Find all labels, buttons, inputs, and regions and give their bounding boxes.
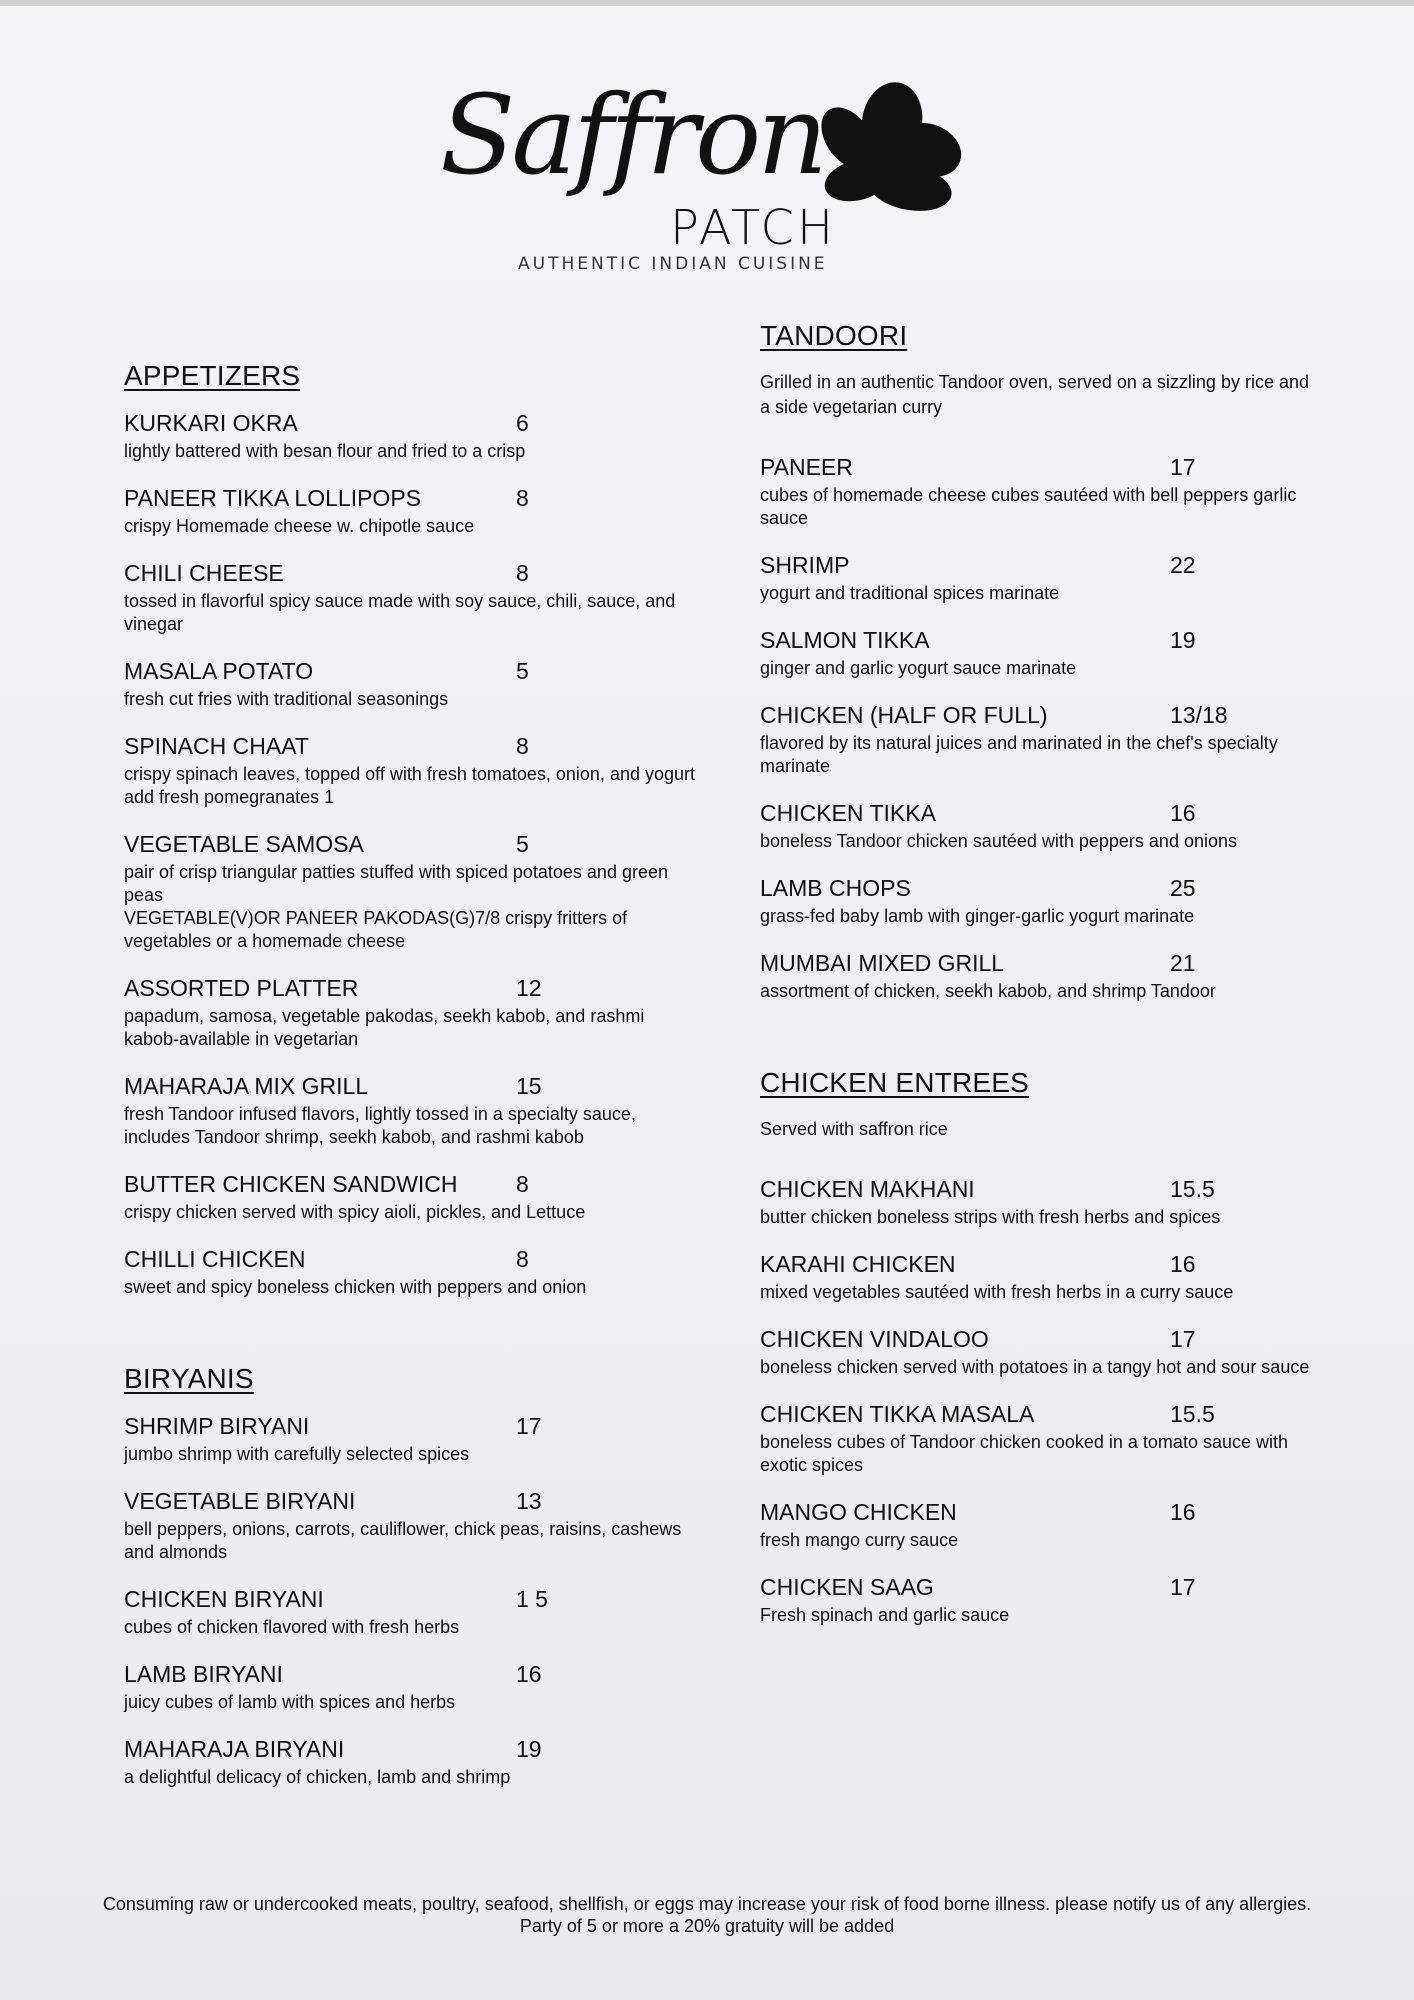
menu-item-price: 17 (1170, 1326, 1196, 1352)
menu-item-name: MASALA POTATO (124, 658, 314, 684)
menu-item-description: jumbo shrimp with carefully selected spices (124, 1444, 470, 1464)
menu-item-price: 5 (516, 831, 529, 857)
menu-item (760, 800, 1320, 853)
right-column (760, 320, 1320, 1649)
menu-item-description: crispy Homemade cheese w. chipotle sauce (124, 516, 475, 536)
menu-item-name: LAMB BIRYANI (124, 1661, 283, 1687)
menu-item-header (760, 800, 1320, 830)
menu-item-header (760, 1251, 1320, 1281)
menu-item-price: 13 (516, 1488, 542, 1514)
menu-item-name: PANEER TIKKA LOLLIPOPS (124, 485, 422, 511)
menu-item-description: sweet and spicy boneless chicken with peppers and onion (124, 1277, 587, 1297)
menu-item (124, 1073, 704, 1149)
menu-item-price: 5 (516, 658, 529, 684)
left-column (124, 360, 704, 1811)
menu-item-header (760, 1574, 1320, 1604)
menu-item-description: fresh Tandoor infused flavors, lightly tossed in a specialty sauce, includes Tandoor shrimp, seekh kabob, and rashmi kabob (124, 1104, 636, 1147)
section-subtitle-chicken-entrees: Served with saffron rice (760, 1119, 948, 1139)
footer-allergy-warning: Consuming raw or undercooked meats, poultry, seafood, shellfish, or eggs may increase your risk of food borne illness. please notify us of any allergies. (102, 1894, 1312, 1914)
footer-gratuity-note: Party of 5 or more a 20% gratuity will be added (519, 1916, 895, 1936)
menu-item-description: boneless Tandoor chicken sautéed with peppers and onions (760, 831, 1237, 851)
menu-item-price: 25 (1170, 875, 1196, 901)
menu-item-price: 21 (1170, 950, 1196, 976)
menu-item (760, 1176, 1320, 1229)
menu-item-header (124, 410, 704, 440)
menu-item-name: CHICKEN BIRYANI (124, 1586, 324, 1612)
menu-item (760, 1251, 1320, 1304)
menu-item-header (760, 702, 1320, 732)
section-subtitle-tandoori: Grilled in an authentic Tandoor oven, served on a sizzling by rice and a side vegetarian curry (760, 372, 1309, 417)
tandoori-list (760, 454, 1320, 1003)
menu-item (760, 1326, 1320, 1379)
section-title-chicken-entrees: CHICKEN ENTREES (760, 1067, 1030, 1098)
menu-item-description: cubes of homemade cheese cubes sautéed with bell peppers garlic sauce (760, 485, 1297, 528)
menu-item-price: 17 (1170, 1574, 1196, 1600)
menu-item-name: PANEER (760, 454, 853, 480)
menu-item-header (124, 831, 704, 861)
menu-item-name: MAHARAJA BIRYANI (124, 1736, 345, 1762)
menu-item (124, 1413, 704, 1466)
menu-item-price: 1 5 (516, 1586, 548, 1612)
menu-item-description: flavored by its natural juices and marinated in the chef's specialty marinate (760, 733, 1278, 776)
menu-item-price: 22 (1170, 552, 1196, 578)
menu-item-price: 8 (516, 1246, 529, 1272)
menu-item (760, 1401, 1320, 1477)
menu-item (124, 975, 704, 1051)
menu-item-description: bell peppers, onions, carrots, cauliflower, chick peas, raisins, cashews and almonds (124, 1519, 682, 1562)
footer-notice (0, 1893, 1414, 1937)
menu-item-name: CHICKEN VINDALOO (760, 1326, 989, 1352)
menu-item-name: CHICKEN (HALF OR FULL) (760, 702, 1048, 728)
section-title-tandoori: TANDOORI (760, 320, 908, 351)
menu-item-description: papadum, samosa, vegetable pakodas, seekh kabob, and rashmi kabob-available in vegetarian (124, 1006, 645, 1049)
saffron-flower-icon (800, 80, 970, 220)
menu-item-name: BUTTER CHICKEN SANDWICH (124, 1171, 458, 1197)
menu-item-header (760, 627, 1320, 657)
menu-item-price: 16 (1170, 1251, 1196, 1277)
menu-item (760, 454, 1320, 530)
menu-item-description: mixed vegetables sautéed with fresh herbs in a curry sauce (760, 1282, 1234, 1302)
paper-edge (0, 0, 1414, 6)
menu-item-header (760, 454, 1320, 484)
menu-item-price: 16 (516, 1661, 542, 1687)
menu-item (760, 702, 1320, 778)
menu-item-name: CHICKEN MAKHANI (760, 1176, 975, 1202)
menu-item-description: fresh mango curry sauce (760, 1530, 959, 1550)
menu-item-header (124, 485, 704, 515)
menu-item-description: crispy chicken served with spicy aioli, pickles, and Lettuce (124, 1202, 586, 1222)
section-title-biryanis: BIRYANIS (124, 1363, 254, 1394)
menu-item (124, 1736, 704, 1789)
menu-item-price: 16 (1170, 800, 1196, 826)
menu-item-description: cubes of chicken flavored with fresh herbs (124, 1617, 460, 1637)
menu-item-description: tossed in flavorful spicy sauce made with soy sauce, chili, sauce, and vinegar (124, 591, 676, 634)
menu-item-header (760, 1401, 1320, 1431)
menu-item-description: butter chicken boneless strips with fresh herbs and spices (760, 1207, 1221, 1227)
menu-item (124, 733, 704, 809)
menu-item-extra: add fresh pomegranates 1 (124, 787, 335, 807)
biryanis-list (124, 1413, 704, 1789)
menu-item-name: MUMBAI MIXED GRILL (760, 950, 1005, 976)
menu-item-description: ginger and garlic yogurt sauce marinate (760, 658, 1077, 678)
menu-item-price: 8 (516, 733, 529, 759)
menu-item-header (760, 552, 1320, 582)
menu-item-description: grass-fed baby lamb with ginger-garlic yogurt marinate (760, 906, 1195, 926)
menu-item-header (760, 1176, 1320, 1206)
menu-item-price: 17 (516, 1413, 542, 1439)
menu-item-name: LAMB CHOPS (760, 875, 911, 901)
menu-item-header (124, 1488, 704, 1518)
menu-item-header (760, 1499, 1320, 1529)
menu-item-header (760, 1326, 1320, 1356)
menu-item-price: 16 (1170, 1499, 1196, 1525)
logo-script-name: Saffron (440, 71, 825, 199)
menu-item-header (760, 950, 1320, 980)
menu-item-price: 12 (516, 975, 542, 1001)
menu-item (124, 485, 704, 538)
menu-item-name: SPINACH CHAAT (124, 733, 309, 759)
menu-item-price: 15.5 (1170, 1176, 1215, 1202)
menu-item-price: 6 (516, 410, 529, 436)
menu-item-description: yogurt and traditional spices marinate (760, 583, 1060, 603)
menu-item (124, 1171, 704, 1224)
menu-item (124, 658, 704, 711)
menu-item-price: 19 (1170, 627, 1196, 653)
menu-item (124, 560, 704, 636)
menu-item-name: MAHARAJA MIX GRILL (124, 1073, 369, 1099)
menu-item-name: VEGETABLE BIRYANI (124, 1488, 356, 1514)
menu-item-name: CHILLI CHICKEN (124, 1246, 306, 1272)
menu-item-name: CHILI CHEESE (124, 560, 284, 586)
menu-item (760, 875, 1320, 928)
menu-item-name: ASSORTED PLATTER (124, 975, 359, 1001)
menu-item (124, 1586, 704, 1639)
menu-item-name: CHICKEN SAAG (760, 1574, 934, 1600)
logo-tagline: AUTHENTIC INDIAN CUISINE (518, 254, 828, 274)
menu-item-description: a delightful delicacy of chicken, lamb and shrimp (124, 1767, 511, 1787)
menu-item-header (760, 875, 1320, 905)
menu-item-description: crispy spinach leaves, topped off with fresh tomatoes, onion, and yogurt (124, 764, 695, 784)
menu-item (760, 950, 1320, 1003)
menu-item-header (124, 1586, 704, 1616)
menu-item (760, 552, 1320, 605)
menu-item-description: boneless chicken served with potatoes in a tangy hot and sour sauce (760, 1357, 1310, 1377)
menu-item-name: CHICKEN TIKKA (760, 800, 936, 826)
menu-item-description: boneless cubes of Tandoor chicken cooked in a tomato sauce with exotic spices (760, 1432, 1288, 1475)
menu-item (760, 1574, 1320, 1627)
menu-item-name: SHRIMP BIRYANI (124, 1413, 310, 1439)
menu-item-price: 17 (1170, 454, 1196, 480)
menu-item (760, 1499, 1320, 1552)
menu-item-description: assortment of chicken, seekh kabob, and shrimp Tandoor (760, 981, 1216, 1001)
chicken-entrees-list (760, 1176, 1320, 1627)
menu-item-header (124, 975, 704, 1005)
menu-item (124, 831, 704, 953)
menu-item-header (124, 1171, 704, 1201)
menu-item-extra: VEGETABLE(V)OR PANEER PAKODAS(G)7/8 crispy fritters of vegetables or a homemade cheese (124, 908, 628, 951)
menu-item-header (124, 1413, 704, 1443)
menu-item (124, 1661, 704, 1714)
menu-item (760, 627, 1320, 680)
menu-item-name: VEGETABLE SAMOSA (124, 831, 364, 857)
menu-item-description: Fresh spinach and garlic sauce (760, 1605, 1010, 1625)
menu-item-price: 19 (516, 1736, 542, 1762)
menu-item-price: 8 (516, 485, 529, 511)
menu-item-description: juicy cubes of lamb with spices and herbs (124, 1692, 456, 1712)
menu-item-header (124, 733, 704, 763)
menu-item (124, 1488, 704, 1564)
menu-item-price: 15 (516, 1073, 542, 1099)
menu-item-description: fresh cut fries with traditional seasonings (124, 689, 449, 709)
menu-item-description: lightly battered with besan flour and fried to a crisp (124, 441, 526, 461)
menu-item-header (124, 1073, 704, 1103)
menu-item-name: CHICKEN TIKKA MASALA (760, 1401, 1035, 1427)
logo-patch-text: PATCH (670, 200, 837, 256)
menu-item (124, 410, 704, 463)
appetizers-list (124, 410, 704, 1299)
menu-item-header (124, 560, 704, 590)
menu-item-header (124, 658, 704, 688)
menu-item-name: SHRIMP (760, 552, 850, 578)
menu-item-header (124, 1661, 704, 1691)
menu-item (124, 1246, 704, 1299)
menu-item-price: 8 (516, 560, 529, 586)
logo (430, 71, 990, 280)
menu-item-name: KARAHI CHICKEN (760, 1251, 956, 1277)
section-title-appetizers: APPETIZERS (124, 360, 301, 391)
menu-item-header (124, 1736, 704, 1766)
menu-item-price: 8 (516, 1171, 529, 1197)
menu-item-price: 13/18 (1170, 702, 1228, 728)
menu-item-name: SALMON TIKKA (760, 627, 930, 653)
menu-item-price: 15.5 (1170, 1401, 1215, 1427)
menu-item-header (124, 1246, 704, 1276)
menu-item-name: KURKARI OKRA (124, 410, 298, 436)
menu-item-name: MANGO CHICKEN (760, 1499, 957, 1525)
menu-item-description: pair of crisp triangular patties stuffed with spiced potatoes and green peas (124, 862, 668, 905)
